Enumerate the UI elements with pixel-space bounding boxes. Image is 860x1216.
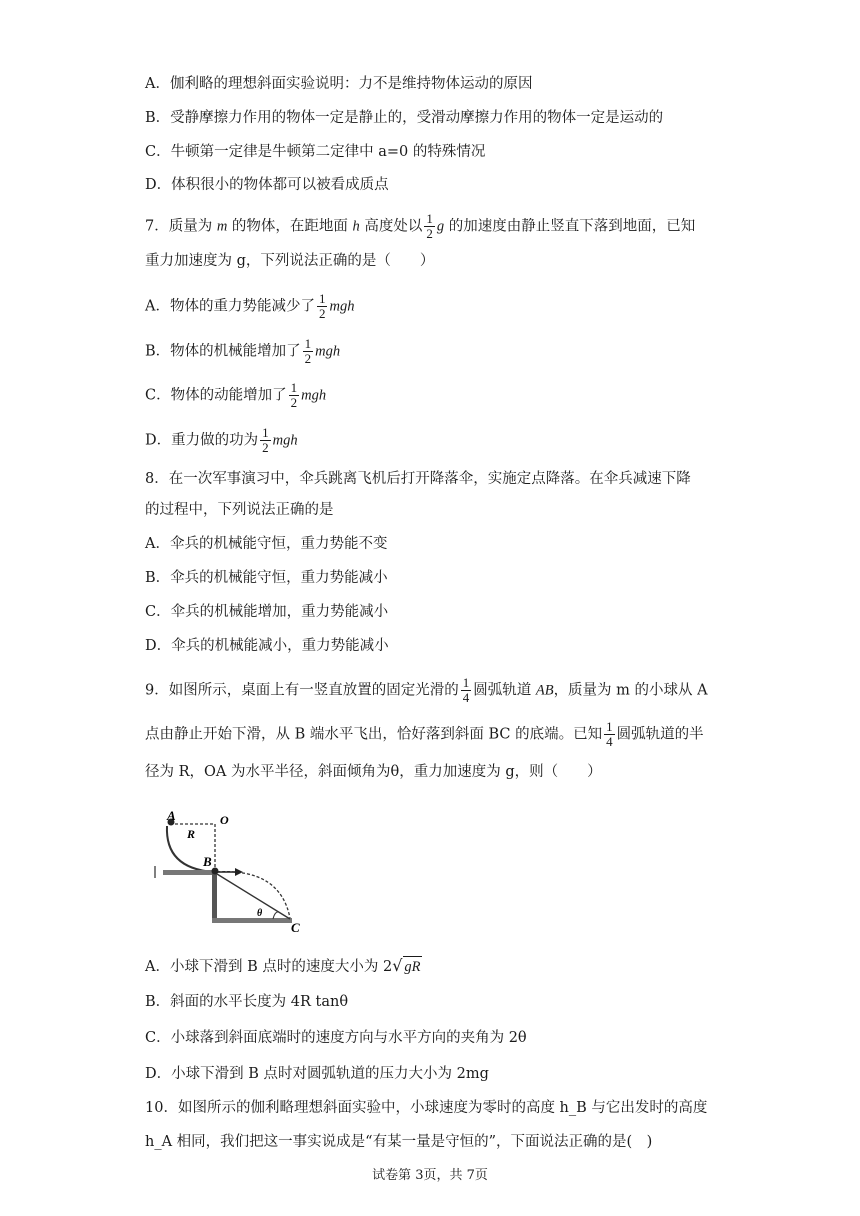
q9-stem-line1: 9．如图所示，桌面上有一竖直放置的固定光滑的 $\frac{1}{4}$ 圆弧轨道 AB，质量为 m 的小球从 A [145, 675, 708, 705]
q9-stem-line2: 点由静止开始下滑，从 B 端水平飞出，恰好落到斜面 BC 的底端。已知 $\frac{1}{4}$ 圆弧轨道的半 [145, 719, 704, 749]
q8-option-a: A．伞兵的机械能守恒，重力势能不变 [145, 536, 388, 552]
q6-option-c: C．牛顿第一定律是牛顿第二定律中 a=0 的特殊情况 [145, 144, 486, 160]
q8-option-d: D．伞兵的机械能减小，重力势能减小 [145, 638, 389, 654]
q9-option-c: C．小球落到斜面底端时的速度方向与水平方向的夹角为 2θ [145, 1030, 527, 1046]
page-footer: 试卷第 3页，共 7页 [372, 1168, 488, 1183]
q9-option-b: B．斜面的水平长度为 4R tanθ [145, 994, 349, 1010]
label-a: A [167, 808, 176, 823]
q7-option-b: B．物体的机械能增加了 $\frac{1}{2}$ mgh [145, 336, 341, 366]
q10-stem-line1: 10．如图所示的伽利略理想斜面实验中，小球速度为零时的高度 h_B 与它出发时的高度 [145, 1100, 708, 1116]
q9-figure [145, 798, 305, 938]
label-c: C [291, 920, 300, 935]
q9-option-a: A．小球下滑到 B 点时的速度大小为 2√ gR [145, 956, 421, 975]
q8-stem-line1: 8．在一次军事演习中，伞兵跳离飞机后打开降落伞，实施定点降落。在伞兵减速下降 [145, 471, 691, 487]
q8-option-c: C．伞兵的机械能增加，重力势能减小 [145, 604, 389, 620]
q7-option-d: D．重力做的功为 $\frac{1}{2}$ mgh [145, 425, 298, 455]
label-theta: θ [257, 908, 263, 919]
q7-stem-line2: 重力加速度为 g，下列说法正确的是（ ） [145, 253, 435, 269]
q6-option-b: B．受静摩擦力作用的物体一定是静止的，受滑动摩擦力作用的物体一定是运动的 [145, 110, 664, 126]
q10-stem-line2: h_A 相同，我们把这一事实说成是“有某一量是守恒的”，下面说法正确的是( ) [145, 1134, 653, 1150]
fraction-one-quarter: $\frac{1}{4}$ [462, 675, 470, 705]
label-r: R [187, 827, 196, 841]
q9-stem-line3: 径为 R，OA 为水平半径，斜面倾角为θ，重力加速度为 g，则（ ） [145, 764, 602, 780]
q7-option-c: C．物体的动能增加了 $\frac{1}{2}$ mgh [145, 380, 327, 410]
q7-stem-line1: 7．质量为 m 的物体，在距地面 h 高度处以 $\frac{1}{2}$ g 的加速度由静止竖直下落到地面，已知 [145, 211, 696, 241]
q8-stem-line2: 的过程中，下列说法正确的是 [145, 502, 334, 518]
q7-option-a: A．物体的重力势能减少了 $\frac{1}{2}$ mgh [145, 291, 355, 321]
q8-option-b: B．伞兵的机械能守恒，重力势能减小 [145, 570, 388, 586]
q9-option-d: D．小球下滑到 B 点时对圆弧轨道的压力大小为 2mg [145, 1066, 489, 1082]
fraction-one-half: $\frac{1}{2}$ [426, 211, 433, 241]
label-b: B [203, 854, 212, 869]
q6-option-a: A．伽利略的理想斜面实验说明：力不是维持物体运动的原因 [145, 76, 533, 92]
q6-option-d: D．体积很小的物体都可以被看成质点 [145, 177, 389, 193]
label-o: O [220, 813, 229, 827]
